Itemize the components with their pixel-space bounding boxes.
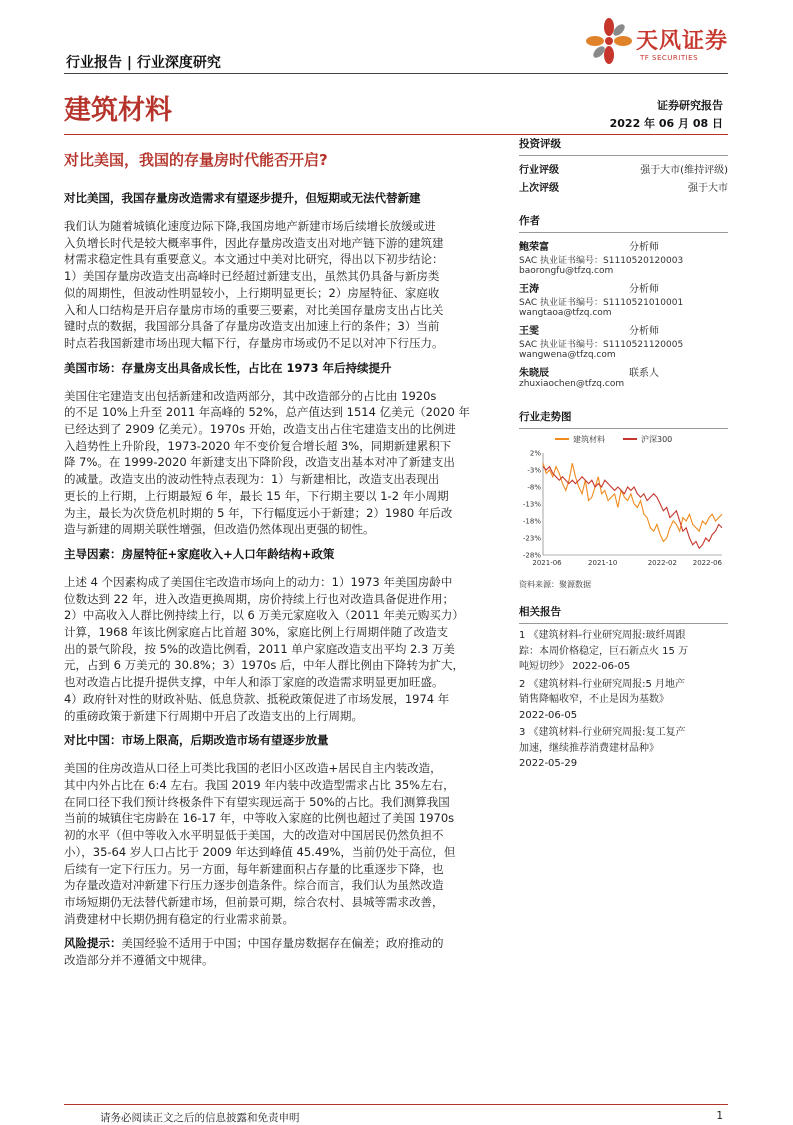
author-email[interactable]: wangwena@tfzq.com bbox=[519, 350, 616, 360]
previous-rating-value: 强于大市 bbox=[688, 183, 728, 194]
authors-heading: 作者 bbox=[519, 215, 540, 227]
author-cert: SAC 执业证书编号：S1110520120003 bbox=[519, 256, 684, 266]
author-name: 王涛 bbox=[519, 284, 539, 295]
body-line: 其中内外占比在 6:4 左右。我国 2019 年内装中改造型需求占比 35%左右， bbox=[64, 777, 455, 792]
legend-label: 建筑材料 bbox=[573, 435, 605, 444]
author-email[interactable]: baorongfu@tfzq.com bbox=[519, 266, 614, 276]
body-line: 键时点的数据，我国部分具备了存量房改造支出加速上行的条件；3）当前 bbox=[64, 319, 440, 334]
x-tick-label: 2022-02 bbox=[647, 559, 677, 567]
x-tick-label: 2022-06 bbox=[692, 559, 722, 567]
related-report-item[interactable] bbox=[519, 725, 728, 772]
body-line: 在同口径下我们预计终极条件下有望实现远高于 50%的占比。我们测算我国 bbox=[64, 794, 450, 809]
body-line: 的不足 10%上升至 2011 年高峰的 52%，总产值达到 1514 亿美元（2020 年 bbox=[64, 405, 471, 420]
related-line: 销售降幅收窄，不止是因为基数》 bbox=[519, 694, 669, 705]
related-line: 2 《建筑材料-行业研究周报:5 月地产 bbox=[519, 678, 686, 690]
risk-text: 美国经验不适用于中国；中国存量房数据存在偏差；政府推动的 bbox=[121, 936, 444, 951]
trend-heading: 行业走势图 bbox=[519, 411, 572, 423]
footer-disclaimer: 请务必阅读正文之后的信息披露和免责申明 bbox=[100, 1112, 300, 1124]
body-line: 降 7%。在 1999-2020 年新建支出下降阶段，改造支出基本对冲了新建支出 bbox=[64, 455, 455, 470]
body-line: 计算，1968 年该比例家庭占比首超 30%，家庭比例上行周期伴随了改造支 bbox=[64, 625, 449, 640]
body-line: 为存量改造对冲新建下行压力逐步创造条件。综合而言，我们认为虽然改造 bbox=[64, 878, 444, 893]
risk-label: 风险提示： bbox=[64, 936, 122, 951]
rating-heading: 投资评级 bbox=[519, 138, 561, 150]
y-tick-label: -28% bbox=[522, 551, 541, 560]
report-category: 行业报告 | 行业深度研究 bbox=[66, 55, 221, 71]
body-line: 美国住宅建造支出包括新建和改造两部分，其中改造部分的占比由 1920s bbox=[64, 388, 437, 403]
previous-rating-label: 上次评级 bbox=[519, 183, 559, 194]
body-line: 后续有一定下行压力。另一方面，每年新建面积占存量的比重逐步下降，也 bbox=[64, 861, 444, 876]
body-line: 入趋势性上升阶段，1973-2020 年不变价复合增长超 3%，同期新建累积下 bbox=[64, 438, 452, 453]
body-line: 元，占到 6 万美元的 30.8%；3）1970s 后，中年人群比例由下降转为扩大， bbox=[64, 658, 465, 673]
y-tick-label: -23% bbox=[522, 534, 541, 543]
y-tick-label: 2% bbox=[529, 449, 541, 458]
related-line: 2022-05-29 bbox=[519, 758, 578, 769]
y-tick-label: -3% bbox=[527, 466, 541, 475]
author-card bbox=[519, 238, 728, 276]
risk-warning bbox=[64, 935, 502, 968]
body-line: 入负增长时代是较大概率事件，因此存量房改造支出对地产链下游的建筑建 bbox=[64, 235, 444, 250]
x-tick-label: 2021-10 bbox=[588, 559, 618, 567]
section-heading: 对比中国：市场上限高，后期改造市场有望逐步放量 bbox=[64, 733, 329, 748]
section-heading: 对比美国，我国存量房改造需求有望逐步提升，但短期或无法代替新建 bbox=[64, 191, 421, 205]
author-email[interactable]: wangtaoa@tfzq.com bbox=[519, 308, 612, 318]
body-line: 材需求稳定性具有重要意义。本文通过中美对比研究，得出以下初步结论： bbox=[64, 252, 444, 267]
related-line: 2022-06-05 bbox=[519, 709, 578, 721]
author-cert: SAC 执业证书编号：S1110521010001 bbox=[519, 298, 684, 308]
chart-source: 资料来源：聚源数据 bbox=[519, 580, 591, 589]
related-line: 加速，继续推荐消费建材品种》 bbox=[519, 742, 659, 754]
related-heading: 相关报告 bbox=[519, 606, 561, 618]
body-line: 消费建材中长期仍拥有稳定的行业需求前景。 bbox=[64, 911, 294, 926]
author-name: 鲍荣富 bbox=[519, 242, 549, 253]
related-line: 踪：本周价格稳定，巨石新点火 15 万 bbox=[519, 645, 689, 657]
body-line: 出的景气阶段，按 5%的改造比例看，2011 单户家庭改造支出平均 2.3 万美 bbox=[64, 641, 455, 656]
section-body bbox=[64, 388, 502, 538]
header-rule bbox=[64, 73, 728, 74]
previous-rating-row bbox=[519, 179, 728, 197]
body-line: 1）美国存量房改造支出高峰时已经超过新建支出，虽然其仍具备与新房类 bbox=[64, 269, 440, 284]
body-line: 小），35-64 岁人口占比于 2009 年达到峰值 45.49%，当前仍处于高位，但 bbox=[64, 844, 456, 859]
risk-text-cont: 改造部分并不遵循文中规律。 bbox=[64, 953, 214, 968]
body-line: 入和人口结构是开启存量房市场的重要三要素，对比美国存量房支出占比关 bbox=[64, 302, 444, 317]
body-line: 美国的住房改造从口径上可类比我国的老旧小区改造+居民自主内装改造， bbox=[64, 761, 442, 776]
body-line: 位数达到 22 年，进入改造更换周期，房价持续上行也对改造具备促进作用； bbox=[64, 591, 454, 606]
body-line: 已经达到了 2909 亿美元）。1970s 开始，改造支出占住宅建造支出的比例进 bbox=[64, 422, 456, 437]
y-tick-label: -18% bbox=[522, 517, 541, 526]
brand-logo bbox=[586, 18, 632, 64]
series-line bbox=[543, 463, 722, 541]
author-role: 分析师 bbox=[629, 284, 659, 295]
related-report-item[interactable] bbox=[519, 628, 728, 675]
title-rule bbox=[64, 134, 728, 135]
document-title: 对比美国，我国的存量房时代能否开启? bbox=[64, 151, 328, 169]
industry-rating-row bbox=[519, 161, 728, 179]
related-report-item[interactable] bbox=[519, 677, 728, 724]
report-type: 证券研究报告 bbox=[657, 99, 723, 112]
sector-name: 建筑材料 bbox=[64, 95, 172, 126]
body-line: 市场短期仍无法替代新建市场，但前景可期，综合农村、县城等需求改善， bbox=[64, 894, 444, 909]
author-name: 王雯 bbox=[519, 326, 539, 337]
author-email[interactable]: zhuxiaochen@tfzq.com bbox=[519, 379, 625, 389]
body-line: 为主，最长为次贷危机时期的 5 年，下行幅度远小于新建；2）1980 年后改 bbox=[64, 505, 453, 520]
body-line: 的减量。改造支出的波动性特点表现为：1）与新建相比，改造支出表现出 bbox=[64, 472, 440, 487]
author-card bbox=[519, 364, 728, 389]
author-role: 分析师 bbox=[629, 242, 659, 253]
author-card bbox=[519, 322, 728, 360]
related-rule bbox=[519, 623, 728, 624]
body-line: 我们认为随着城镇化速度边际下降,我国房地产新建市场后续增长放缓或进 bbox=[64, 219, 436, 233]
section-body bbox=[64, 574, 502, 724]
body-line: 上述 4 个因素构成了美国住宅改造市场向上的动力：1）1973 年美国房龄中 bbox=[64, 574, 453, 589]
body-line: 初的水平（但中等收入水平明显低于美国，大的改造对中国居民仍然负担不 bbox=[64, 828, 444, 843]
body-line: 4）政府针对性的财政补贴、低息贷款、抵税政策促进了市场发展，1974 年 bbox=[64, 691, 450, 706]
report-date: 2022 年 06 月 08 日 bbox=[609, 117, 723, 130]
section-body bbox=[64, 218, 502, 352]
industry-rating-label: 行业评级 bbox=[519, 165, 559, 176]
main-column bbox=[64, 190, 502, 969]
author-cert: SAC 执业证书编号：S1110521120005 bbox=[519, 340, 684, 350]
x-tick-label: 2021-06 bbox=[532, 559, 562, 567]
related-line: 吨短切纱》 2022-06-05 bbox=[519, 661, 631, 672]
y-tick-label: -13% bbox=[522, 500, 541, 509]
body-line: 时点若我国新建市场出现大幅下行，存量房市场或仍不足以对冲下行压力。 bbox=[64, 335, 444, 350]
body-line: 更长的上行期，上行期最短 6 年，最长 15 年，下行期主要以 1-2 年小周期 bbox=[64, 488, 449, 503]
related-line: 1 《建筑材料-行业研究周报:玻纤周跟 bbox=[519, 630, 686, 641]
page-number: 1 bbox=[716, 1110, 723, 1122]
industry-rating-value: 强于大市(维持评级) bbox=[640, 165, 728, 176]
author-role: 联系人 bbox=[629, 368, 659, 379]
author-role: 分析师 bbox=[629, 326, 659, 337]
sidebar bbox=[519, 136, 728, 772]
author-name: 朱晓辰 bbox=[519, 368, 549, 379]
author-card bbox=[519, 280, 728, 318]
related-line: 3 《建筑材料-行业研究周报:复工复产 bbox=[519, 727, 686, 738]
body-line: 2）中高收入人群比例持续上行，以 6 万美元家庭收入（2011 年美元购买力） bbox=[64, 608, 464, 623]
body-line: 的重磅政策于新建下行周期中开启了改造支出的上行周期。 bbox=[64, 708, 363, 723]
rating-rule bbox=[519, 155, 728, 156]
body-line: 造与新建的周期关联性增强，但改造仍然体现出更强的韧性。 bbox=[64, 522, 375, 537]
body-line: 当前的城镇住宅房龄在 16-17 年，中等收入家庭的比例也超过了美国 1970s bbox=[64, 811, 455, 826]
section-heading: 主导因素：房屋特征+家庭收入+人口年龄结构+政策 bbox=[64, 546, 335, 561]
authors-rule bbox=[519, 232, 728, 233]
y-tick-label: -8% bbox=[527, 483, 541, 492]
trend-line-chart bbox=[519, 431, 728, 571]
brand-name: 天风证券 bbox=[636, 29, 729, 54]
body-line: 似的周期性，但波动性明显较小，上行期明显更长；2）房屋特征、家庭收 bbox=[64, 285, 440, 300]
section-body bbox=[64, 760, 502, 927]
legend-label: 沪深300 bbox=[641, 435, 673, 444]
trend-rule bbox=[519, 428, 728, 429]
section-heading: 美国市场：存量房支出具备成长性，占比在 1973 年后持续提升 bbox=[64, 360, 392, 375]
pinwheel-logo-icon bbox=[586, 18, 632, 64]
brand-subtitle: TF SECURITIES bbox=[640, 54, 699, 62]
series-line bbox=[543, 467, 722, 549]
body-line: 也对改造占比提升提供支撑，中年人和添丁家庭的改造需求明显更加旺盛。 bbox=[64, 675, 444, 690]
footer-border bbox=[64, 1104, 728, 1105]
